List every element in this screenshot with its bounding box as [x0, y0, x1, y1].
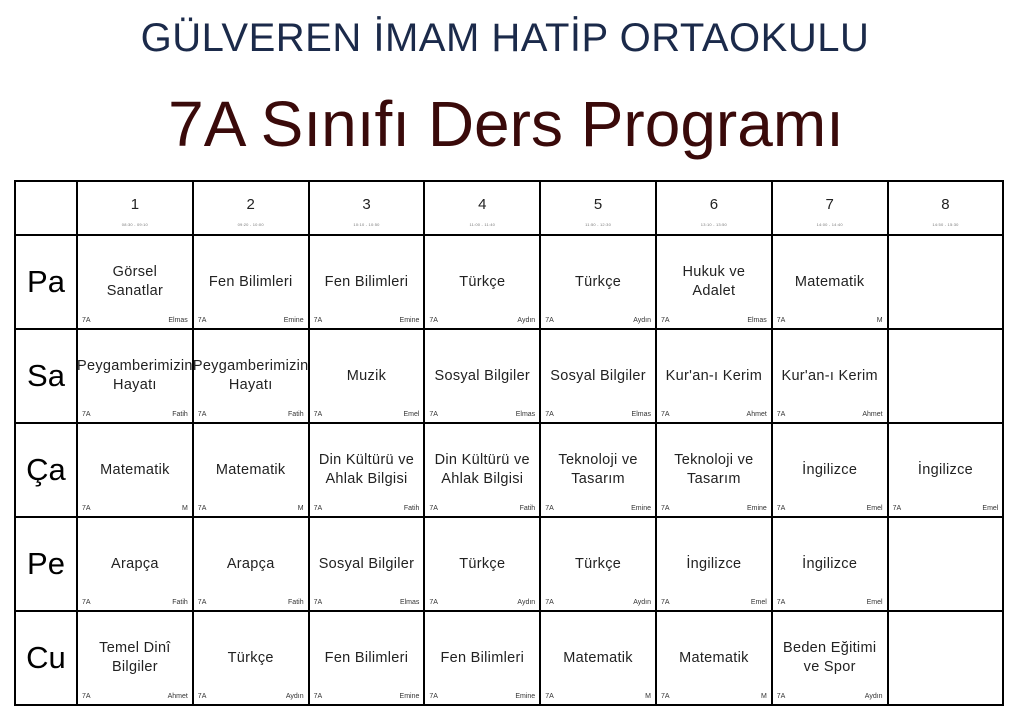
lesson-subject: Hukuk ve Adalet [682, 264, 746, 299]
lesson-class: 7A [892, 505, 902, 512]
lesson-class: 7A [776, 693, 786, 700]
lesson-cell [540, 611, 656, 705]
lesson-cell [77, 329, 193, 423]
day-row [15, 235, 1003, 329]
day-row [15, 423, 1003, 517]
lesson-subject: Matematik [100, 461, 170, 478]
lesson-teacher: Emine [515, 693, 536, 700]
lesson-teacher: Emel [866, 505, 883, 512]
lesson-cell [309, 423, 425, 517]
lesson-subject: Fen Bilimleri [324, 273, 409, 290]
period-header [888, 181, 1004, 235]
day-label: Cu [26, 640, 66, 675]
lesson-teacher: Emel [982, 505, 999, 512]
period-header [193, 181, 309, 235]
lesson-subject: Fen Bilimleri [324, 649, 409, 666]
day-row [15, 611, 1003, 705]
period-number: 1 [130, 195, 140, 213]
lesson-class: 7A [313, 693, 323, 700]
lesson-teacher: Fatih [288, 411, 304, 418]
lesson-cell [309, 517, 425, 611]
lesson-cell [77, 235, 193, 329]
day-label: Pa [27, 264, 65, 299]
lesson-class: 7A [82, 505, 91, 512]
lesson-cell [77, 611, 193, 705]
lesson-class: 7A [545, 599, 554, 606]
empty-cell [888, 235, 1004, 329]
lesson-teacher: Elmas [747, 317, 767, 324]
lesson-teacher: Aydın [633, 599, 651, 606]
lesson-cell [540, 329, 656, 423]
lesson-class: 7A [82, 693, 91, 700]
lesson-subject: Teknoloji ve Tasarım [558, 452, 638, 487]
lesson-teacher: Fatih [519, 505, 536, 512]
lesson-cell [772, 423, 888, 517]
lesson-cell [656, 235, 772, 329]
day-label: Pe [27, 546, 65, 581]
day-row [15, 329, 1003, 423]
lesson-subject: Fen Bilimleri [208, 273, 293, 290]
lesson-teacher: Emine [399, 317, 420, 324]
lesson-teacher: Ahmet [862, 411, 883, 418]
lesson-cell [193, 235, 309, 329]
lesson-class: 7A [660, 599, 670, 606]
lesson-subject: Türkçe [459, 273, 506, 290]
lesson-class: 7A [429, 599, 438, 606]
lesson-cell [193, 423, 309, 517]
day-label-cell [15, 329, 77, 423]
day-row [15, 517, 1003, 611]
lesson-class: 7A [197, 599, 207, 606]
lesson-subject: Matematik [215, 461, 286, 478]
lesson-cell [772, 235, 888, 329]
lesson-subject: Görsel Sanatlar [106, 264, 164, 299]
lesson-subject: Matematik [794, 273, 865, 290]
lesson-teacher: Aydın [864, 693, 883, 700]
corner-cell [15, 181, 77, 235]
lesson-subject: Matematik [679, 649, 749, 666]
period-number: 3 [362, 195, 371, 213]
lesson-class: 7A [660, 693, 670, 700]
lesson-cell [772, 329, 888, 423]
empty-cell [888, 517, 1004, 611]
lesson-teacher: Aydın [285, 693, 304, 700]
lesson-subject: Matematik [563, 649, 633, 666]
day-label-cell [15, 423, 77, 517]
lesson-class: 7A [545, 505, 554, 512]
lesson-cell [309, 611, 425, 705]
period-number: 8 [941, 195, 950, 213]
lesson-subject: Fen Bilimleri [440, 649, 525, 666]
lesson-class: 7A [429, 411, 438, 418]
period-number: 6 [709, 195, 719, 213]
lesson-class: 7A [82, 411, 91, 418]
period-number: 5 [593, 195, 603, 213]
lesson-teacher: M [297, 505, 304, 512]
lesson-subject: Kur'an-ı Kerim [781, 367, 878, 384]
lesson-subject: Din Kültürü ve Ahlak Bilgisi [434, 452, 530, 487]
lesson-class: 7A [429, 505, 438, 512]
lesson-teacher: Elmas [515, 411, 536, 418]
lesson-subject: Türkçe [575, 555, 622, 572]
lesson-cell [424, 329, 540, 423]
lesson-teacher: Ahmet [167, 693, 188, 700]
lesson-cell [540, 235, 656, 329]
lesson-class: 7A [313, 505, 323, 512]
lesson-teacher: Aydın [633, 317, 651, 324]
lesson-subject: İngilizce [802, 461, 858, 478]
lesson-cell [424, 423, 540, 517]
lesson-teacher: M [645, 693, 651, 700]
lesson-class: 7A [776, 317, 786, 324]
lesson-teacher: Emine [283, 317, 304, 324]
lesson-teacher: Emine [746, 505, 767, 512]
period-header [540, 181, 656, 235]
period-number: 2 [246, 195, 255, 213]
lesson-cell [424, 517, 540, 611]
lesson-teacher: Fatih [172, 599, 188, 606]
lesson-class: 7A [197, 693, 207, 700]
period-time: 14:00 - 14:40 [816, 221, 843, 227]
lesson-class: 7A [82, 317, 91, 324]
period-time: 13:10 - 13:50 [700, 221, 727, 227]
lesson-class: 7A [545, 693, 554, 700]
period-number: 7 [825, 195, 834, 213]
lesson-subject: İngilizce [686, 555, 742, 572]
lesson-teacher: Elmas [399, 599, 420, 606]
lesson-teacher: Aydın [517, 599, 536, 606]
day-label: Ça [26, 452, 66, 487]
period-header [424, 181, 540, 235]
period-time: 11:00 - 11:40 [469, 221, 496, 227]
schedule-table [14, 180, 1004, 706]
lesson-teacher: M [181, 505, 188, 512]
lesson-class: 7A [313, 317, 323, 324]
lesson-subject: Beden Eğitimi ve Spor [782, 640, 877, 675]
lesson-class: 7A [776, 411, 786, 418]
lesson-subject: Türkçe [227, 649, 274, 666]
lesson-class: 7A [545, 411, 554, 418]
lesson-class: 7A [197, 411, 207, 418]
lesson-subject: Din Kültürü ve Ahlak Bilgisi [318, 452, 415, 487]
period-time: 11:50 - 12:30 [585, 221, 612, 227]
day-label-cell [15, 235, 77, 329]
day-label: Sa [27, 358, 65, 393]
lesson-teacher: M [876, 317, 883, 324]
period-header-row [15, 181, 1003, 235]
lesson-teacher: Emel [866, 599, 883, 606]
lesson-cell [424, 611, 540, 705]
empty-cell [888, 611, 1004, 705]
lesson-cell [193, 517, 309, 611]
lesson-subject: Arapça [111, 555, 159, 572]
lesson-teacher: Emel [403, 411, 420, 418]
lesson-cell [656, 423, 772, 517]
lesson-class: 7A [313, 599, 323, 606]
lesson-teacher: Fatih [288, 599, 304, 606]
lesson-subject: Arapça [226, 555, 275, 572]
lesson-class: 7A [313, 411, 323, 418]
lesson-cell [656, 329, 772, 423]
lesson-cell [77, 517, 193, 611]
period-time: 10:10 - 10:50 [353, 221, 380, 227]
lesson-class: 7A [197, 317, 207, 324]
lesson-teacher: Elmas [168, 317, 188, 324]
lesson-teacher: Fatih [403, 505, 420, 512]
lesson-subject: Peygamberimizin Hayatı [77, 358, 193, 393]
lesson-teacher: Aydın [517, 317, 536, 324]
lesson-subject: Teknoloji ve Tasarım [674, 452, 754, 487]
lesson-subject: Türkçe [575, 273, 622, 290]
lesson-class: 7A [429, 693, 438, 700]
lesson-teacher: Emel [750, 599, 767, 606]
period-header [772, 181, 888, 235]
lesson-cell [772, 611, 888, 705]
day-label-cell [15, 611, 77, 705]
lesson-subject: Sosyal Bilgiler [550, 367, 646, 384]
lesson-subject: İngilizce [802, 555, 858, 572]
lesson-cell [309, 329, 425, 423]
lesson-cell [193, 611, 309, 705]
lesson-teacher: Emine [631, 505, 651, 512]
lesson-class: 7A [660, 317, 670, 324]
lesson-teacher: Ahmet [746, 411, 767, 418]
lesson-subject: Sosyal Bilgiler [434, 367, 531, 384]
lesson-teacher: M [760, 693, 767, 700]
lesson-class: 7A [82, 599, 91, 606]
lesson-subject: Sosyal Bilgiler [318, 555, 415, 572]
period-time: 09:20 - 10:00 [237, 221, 264, 227]
period-time: 08:30 - 09:10 [121, 221, 148, 227]
lesson-class: 7A [660, 411, 670, 418]
lesson-subject: Temel Dinî Bilgiler [99, 640, 171, 675]
lesson-cell [656, 517, 772, 611]
period-number: 4 [478, 195, 487, 213]
lesson-class: 7A [197, 505, 207, 512]
period-header [309, 181, 425, 235]
day-label-cell [15, 517, 77, 611]
period-header [656, 181, 772, 235]
page-title: 7A Sınıfı Ders Programı [168, 88, 844, 160]
lesson-teacher: Emine [399, 693, 420, 700]
lesson-subject: Muzik [346, 367, 387, 384]
school-name: GÜLVEREN İMAM HATİP ORTAOKULU [140, 16, 870, 60]
lesson-cell [772, 517, 888, 611]
lesson-subject: Kur'an-ı Kerim [665, 367, 763, 384]
lesson-cell [888, 423, 1004, 517]
lesson-teacher: Elmas [631, 411, 651, 418]
lesson-cell [540, 517, 656, 611]
lesson-subject: Peygamberimizin Hayatı [192, 358, 309, 393]
schedule-body [15, 235, 1003, 705]
empty-cell [888, 329, 1004, 423]
lesson-class: 7A [776, 599, 786, 606]
lesson-class: 7A [545, 317, 554, 324]
lesson-cell [424, 235, 540, 329]
lesson-class: 7A [429, 317, 438, 324]
lesson-class: 7A [776, 505, 786, 512]
lesson-class: 7A [660, 505, 670, 512]
lesson-subject: Türkçe [459, 555, 506, 572]
lesson-teacher: Fatih [172, 411, 188, 418]
lesson-cell [540, 423, 656, 517]
lesson-subject: İngilizce [917, 461, 974, 478]
lesson-cell [193, 329, 309, 423]
lesson-cell [309, 235, 425, 329]
period-header [77, 181, 193, 235]
period-time: 14:50 - 15:30 [932, 221, 959, 227]
lesson-cell [77, 423, 193, 517]
lesson-cell [656, 611, 772, 705]
